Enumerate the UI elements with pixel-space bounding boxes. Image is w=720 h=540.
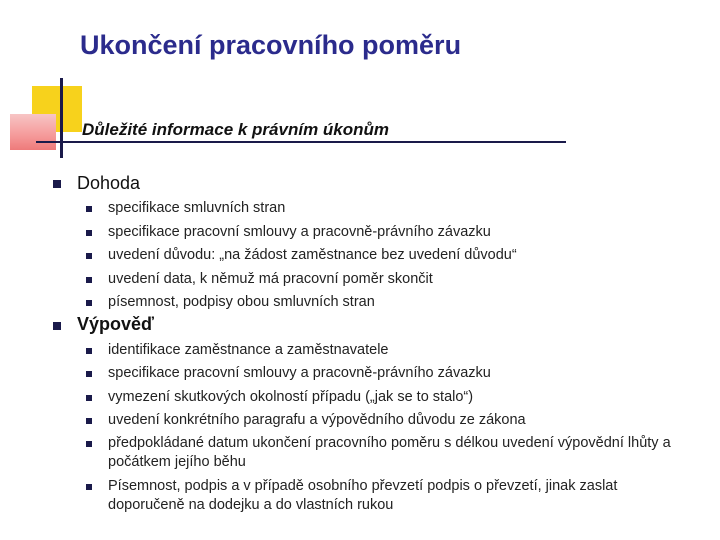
list-item: specifikace smluvních stran [108, 200, 286, 216]
section-heading-vypoved: Výpověď [77, 314, 154, 334]
list-item: specifikace pracovní smlouvy a pracovně-právního závazku [108, 224, 491, 240]
section-heading-dohoda: Dohoda [77, 173, 141, 193]
logo-vertical-line [60, 78, 63, 158]
list-item: Písemnost, podpis a v případě osobního převzetí podpis o převzetí, jinak zaslat doporučeně na dodejku a do vlastních rukou [108, 478, 618, 513]
list-item: uvedení konkrétního paragrafu a výpovědního důvodu ze zákona [108, 412, 526, 428]
list-bullet-icon [86, 300, 92, 306]
list-bullet-icon [86, 253, 92, 259]
list-item: specifikace pracovní smlouvy a pracovně-právního závazku [108, 365, 491, 381]
list-bullet-icon [86, 348, 92, 354]
list-bullet-icon [86, 418, 92, 424]
list-bullet-icon [86, 395, 92, 401]
section-bullet-icon [53, 322, 61, 330]
list-item: vymezení skutkových okolností případu („jak se to stalo“) [108, 389, 474, 405]
list-item: uvedení data, k němuž má pracovní poměr skončit [108, 271, 433, 287]
section-bullet-icon [53, 180, 61, 188]
list-bullet-icon [86, 441, 92, 447]
list-bullet-icon [86, 206, 92, 212]
list-item: předpokládané datum ukončení pracovního poměru s délkou uvedení výpovědní lhůty a počátkem jejího běhu [108, 435, 671, 470]
list-bullet-icon [86, 277, 92, 283]
slide-title: Ukončení pracovního poměru [80, 30, 462, 60]
list-item: identifikace zaměstnance a zaměstnavatele [108, 342, 389, 358]
list-bullet-icon [86, 484, 92, 490]
list-bullet-icon [86, 230, 92, 236]
list-item: písemnost, podpisy obou smluvních stran [108, 294, 375, 310]
divider-line [36, 141, 566, 143]
list-item: uvedení důvodu: „na žádost zaměstnance bez uvedení důvodu“ [108, 247, 517, 263]
list-bullet-icon [86, 371, 92, 377]
logo-pink-block [10, 114, 56, 150]
slide-subtitle: Důležité informace k právním úkonům [82, 120, 390, 139]
